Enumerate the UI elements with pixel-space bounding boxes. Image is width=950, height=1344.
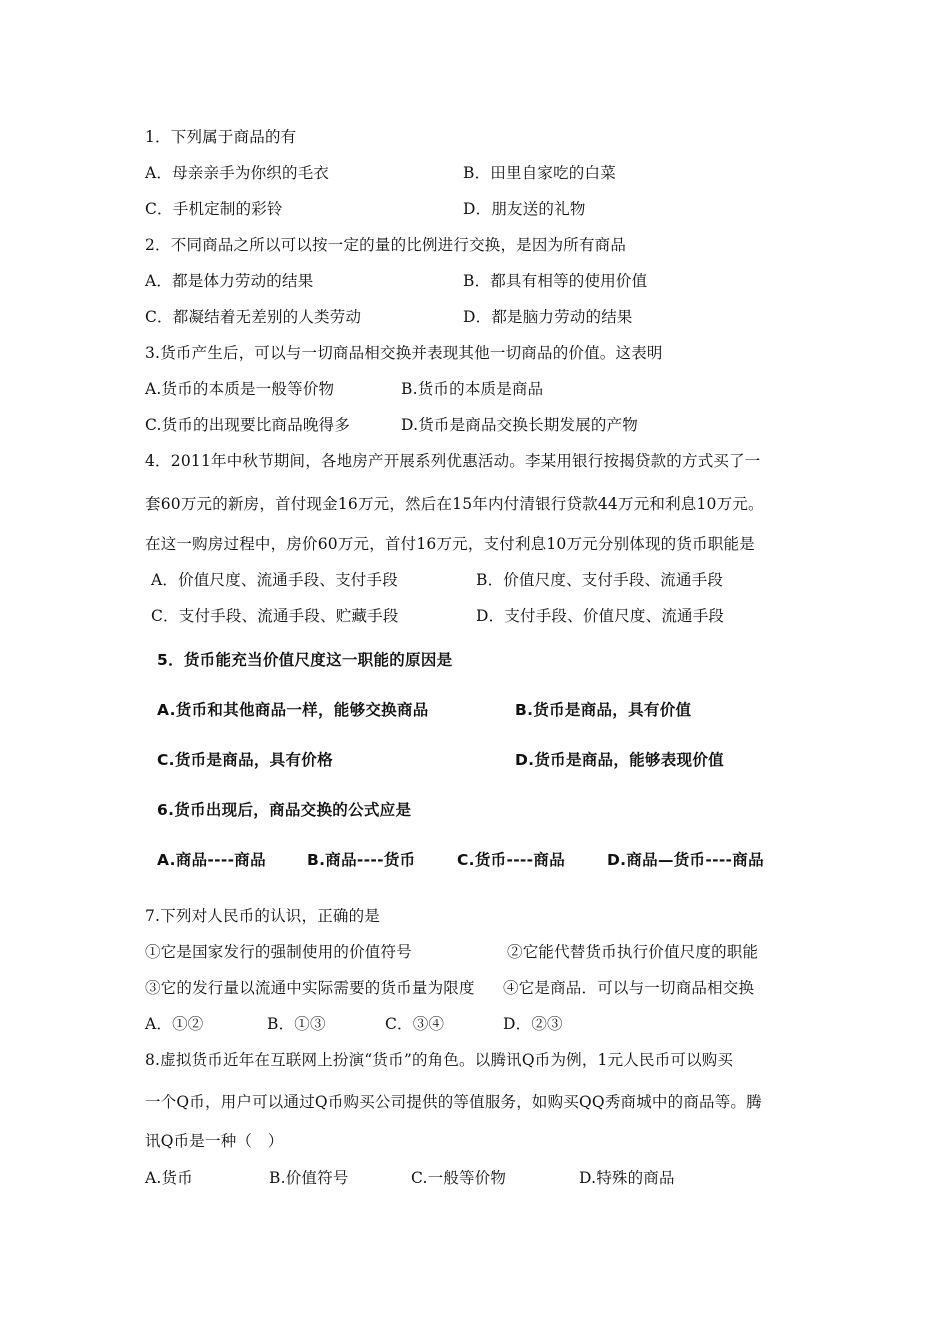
q5-stem: 5．货币能充当价值尺度这一职能的原因是 <box>157 651 453 669</box>
q1-option-a[interactable]: A．母亲亲手为你织的毛衣 <box>145 164 330 182</box>
q1-option-d[interactable]: D．朋友送的礼物 <box>463 200 586 218</box>
q5-option-c[interactable]: C.货币是商品，具有价格 <box>157 751 333 769</box>
q7-statement-2: ②它能代替货币执行价值尺度的职能 <box>507 943 759 961</box>
q8-option-c[interactable]: C.一般等价物 <box>411 1169 507 1187</box>
q2-option-b[interactable]: B．都具有相等的使用价值 <box>463 272 648 290</box>
q4-option-a[interactable]: A．价值尺度、流通手段、支付手段 <box>151 571 398 589</box>
q2-option-a[interactable]: A．都是体力劳动的结果 <box>145 272 314 290</box>
q4-stem-line3: 在这一购房过程中，房价60万元，首付16万元，支付利息10万元分别体现的货币职能是 <box>145 535 755 553</box>
q7-statement-3: ③它的发行量以流通中实际需要的货币量为限度 <box>145 979 475 997</box>
q8-option-a[interactable]: A.货币 <box>145 1169 193 1187</box>
q7-option-a[interactable]: A．①② <box>145 1015 204 1033</box>
q8-stem-line1: 8.虚拟货币近年在互联网上扮演“货币”的角色。以腾讯Q币为例，1元人民币可以购买 <box>145 1051 734 1069</box>
q4-stem-line2: 套60万元的新房，首付现金16万元，然后在15年内付清银行贷款44万元和利息10万元。 <box>145 495 764 513</box>
q5-option-b[interactable]: B.货币是商品，具有价值 <box>515 701 692 719</box>
q8-option-d[interactable]: D.特殊的商品 <box>579 1169 675 1187</box>
q6-option-d[interactable]: D.商品—货币----商品 <box>607 851 764 869</box>
q7-option-c[interactable]: C．③④ <box>385 1015 445 1033</box>
q7-stem: 7.下列对人民币的认识，正确的是 <box>145 907 380 925</box>
q5-option-a[interactable]: A.货币和其他商品一样，能够交换商品 <box>157 701 429 719</box>
q7-option-d[interactable]: D．②③ <box>503 1015 563 1033</box>
q2-stem: 2．不同商品之所以可以按一定的量的比例进行交换，是因为所有商品 <box>145 236 627 254</box>
q6-stem: 6.货币出现后，商品交换的公式应是 <box>157 801 412 819</box>
q3-option-d[interactable]: D.货币是商品交换长期发展的产物 <box>401 416 639 434</box>
q8-stem-line2: 一个Q币，用户可以通过Q币购买公司提供的等值服务，如购买QQ秀商城中的商品等。腾 <box>145 1093 762 1111</box>
q3-option-a[interactable]: A.货币的本质是一般等价物 <box>145 380 335 398</box>
q7-option-b[interactable]: B．①③ <box>267 1015 326 1033</box>
q4-stem-line1: 4．2011年中秋节期间，各地房产开展系列优惠活动。李某用银行按揭贷款的方式买了一 <box>145 452 761 470</box>
q8-option-b[interactable]: B.价值符号 <box>269 1169 349 1187</box>
q1-option-b[interactable]: B．田里自家吃的白菜 <box>463 164 616 182</box>
q1-option-c[interactable]: C．手机定制的彩铃 <box>145 200 283 218</box>
q3-option-c[interactable]: C.货币的出现要比商品晚得多 <box>145 416 351 434</box>
q4-option-b[interactable]: B．价值尺度、支付手段、流通手段 <box>476 571 724 589</box>
q7-statement-4: ④它是商品．可以与一切商品相交换 <box>503 979 755 997</box>
q6-option-b[interactable]: B.商品----货币 <box>307 851 416 869</box>
q7-statement-1: ①它是国家发行的强制使用的价值符号 <box>145 943 412 961</box>
q2-option-d[interactable]: D．都是脑力劳动的结果 <box>463 308 633 326</box>
q6-option-c[interactable]: C.货币----商品 <box>457 851 565 869</box>
q4-option-c[interactable]: C．支付手段、流通手段、贮藏手段 <box>151 607 399 625</box>
q2-option-c[interactable]: C．都凝结着无差别的人类劳动 <box>145 308 362 326</box>
q8-stem-line3: 讯Q币是一种（ ） <box>145 1132 284 1150</box>
q3-stem: 3.货币产生后，可以与一切商品相交换并表现其他一切商品的价值。这表明 <box>145 344 663 362</box>
q1-stem: 1．下列属于商品的有 <box>145 128 297 146</box>
q3-option-b[interactable]: B.货币的本质是商品 <box>401 380 544 398</box>
q6-option-a[interactable]: A.商品----商品 <box>157 851 266 869</box>
q4-option-d[interactable]: D．支付手段、价值尺度、流通手段 <box>476 607 725 625</box>
q5-option-d[interactable]: D.货币是商品，能够表现价值 <box>515 751 724 769</box>
